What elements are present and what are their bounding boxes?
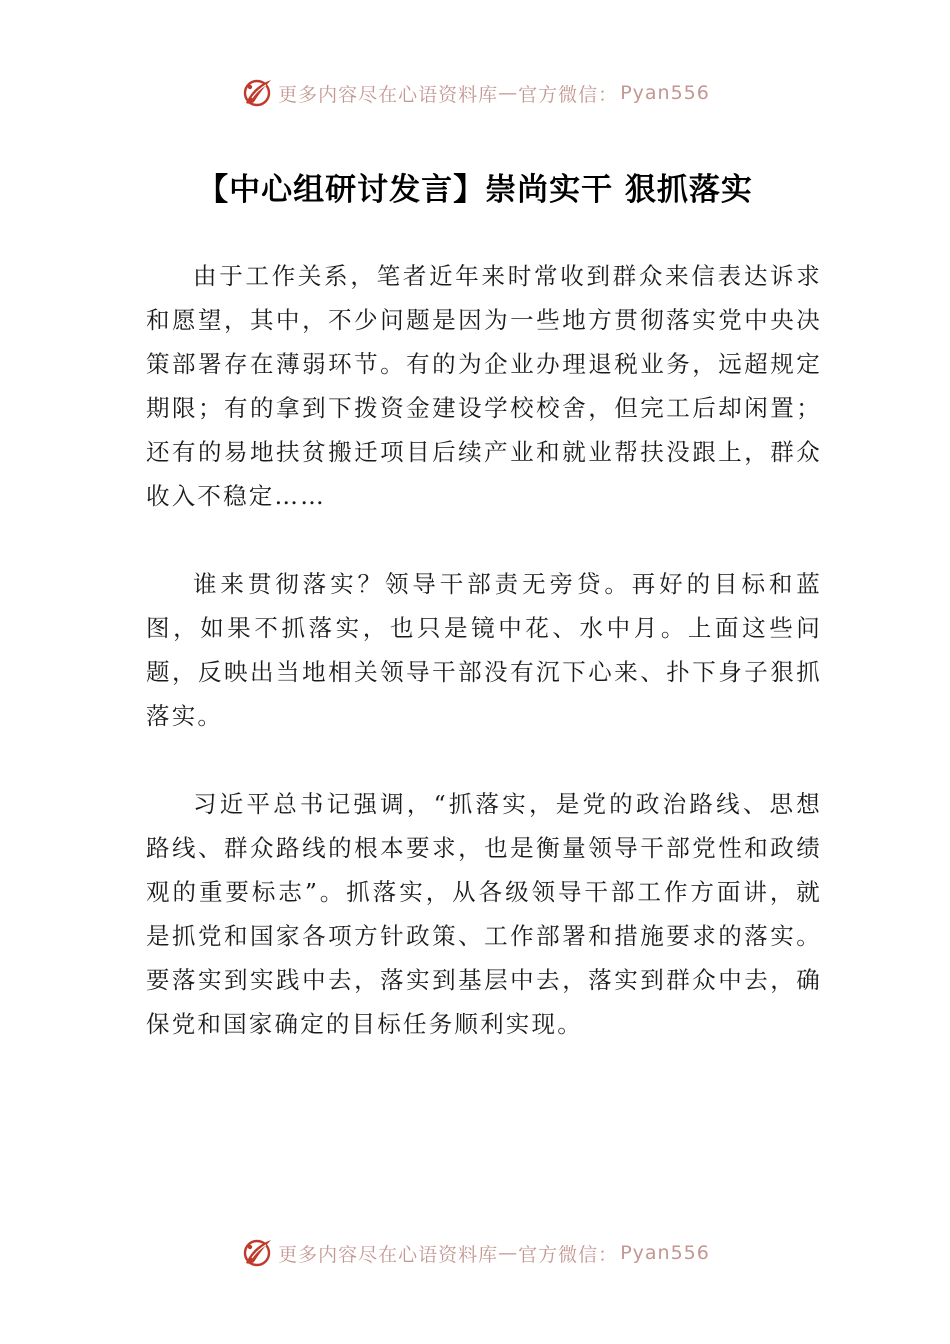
banner-brand-text: 更多内容尽在心语资料库 [278,83,499,106]
paragraph-1: 由于工作关系，笔者近年来时常收到群众来信表达诉求和愿望，其中，不少问题是因为一些地方贯彻落实党中央决策部署存在薄弱环节。有的为企业办理退税业务，远超规定期限；有的拿到下拨资金建设学校校舍，但完工后却闲置；还有的易地扶贫搬迁项目后续产业和就业帮扶没跟上，群众收入不稳定…… [146,262,822,510]
header-watermark-banner [0,73,950,113]
banner-wechat-label: 官方微信： [518,83,619,106]
banner-dash: — [498,82,519,104]
banner-dash: — [498,1242,519,1264]
paragraph-2: 谁来贯彻落实？领导干部责无旁贷。再好的目标和蓝图，如果不抓落实，也只是镜中花、水中月。上面这些问题，反映出当地相关领导干部没有沉下心来、扑下身子狠抓落实。 [146,570,822,730]
paragraph-3: 习近平总书记强调，“抓落实，是党的政治路线、思想路线、群众路线的根本要求，也是衡量领导干部党性和政绩观的重要标志”。抓落实，从各级领导干部工作方面讲，就是抓党和国家各项方针政策、工作部署和措施要求的落实。要落实到实践中去，落实到基层中去，落实到群众中去，确保党和国家确定的目标任务顺利实现。 [146,790,822,1038]
footer-watermark-banner [0,1233,950,1273]
banner-brand-text: 更多内容尽在心语资料库 [278,1243,499,1266]
leaf-logo-icon [240,76,274,110]
document-body [146,254,822,1090]
banner-wechat-label: 官方微信： [518,1243,619,1266]
banner-wechat-id: Pyan556 [620,1242,710,1264]
leaf-logo-icon [240,1236,274,1270]
banner-wechat-id: Pyan556 [620,82,710,104]
document-title: 【中心组研讨发言】崇尚实干 狠抓落实 [197,172,753,208]
